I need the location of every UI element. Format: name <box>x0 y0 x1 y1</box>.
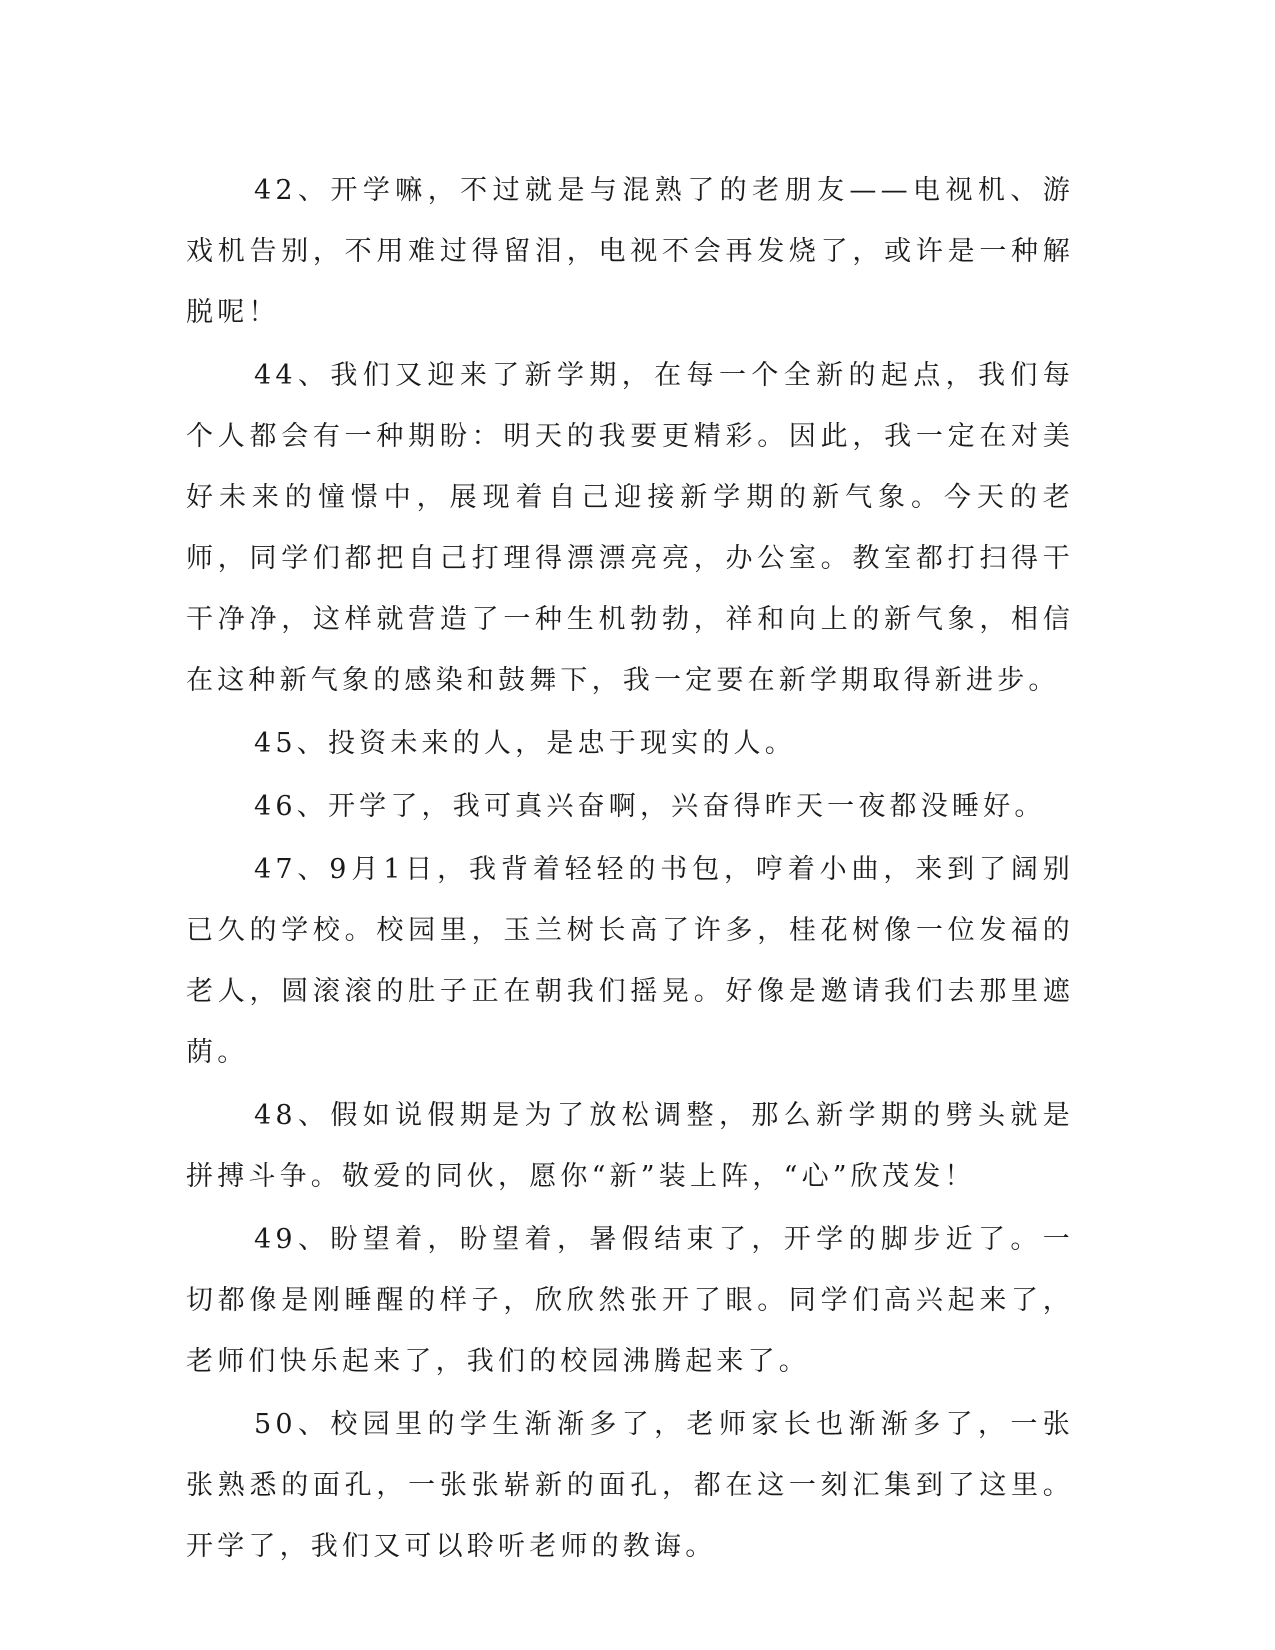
paragraph-42: 42、开学嘛，不过就是与混熟了的老朋友——电视机、游戏机告别，不用难过得留泪，电视不会再发烧了，或许是一种解脱呢！ <box>186 175 1074 328</box>
paragraph-44: 44、我们又迎来了新学期，在每一个全新的起点，我们每个人都会有一种期盼：明天的我要更精彩。因此，我一定在对美好未来的憧憬中，展现着自己迎接新学期的新气象。今天的老师，同学们都把自己打理得漂漂亮亮，办公室。教室都打扫得干干净净，这样就营造了一种生机勃勃，祥和向上的新气象，相信在这种新气象的感染和鼓舞下，我一定要在新学期取得新进步。 <box>186 360 1074 696</box>
paragraph-49: 49、盼望着，盼望着，暑假结束了，开学的脚步近了。一切都像是刚睡醒的样子，欣欣然张开了眼。同学们高兴起来了，老师们快乐起来了，我们的校园沸腾起来了。 <box>186 1224 1074 1377</box>
document-body <box>186 160 1074 1579</box>
paragraph-50: 50、校园里的学生渐渐多了，老师家长也渐渐多了，一张张熟悉的面孔，一张张崭新的面孔，都在这一刻汇集到了这里。开学了，我们又可以聆听老师的教诲。 <box>186 1409 1074 1562</box>
paragraph-47: 47、9月1日，我背着轻轻的书包，哼着小曲，来到了阔别已久的学校。校园里，玉兰树长高了许多，桂花树像一位发福的老人，圆滚滚的肚子正在朝我们摇晃。好像是邀请我们去那里遮荫。 <box>186 854 1074 1068</box>
paragraph-45: 45、投资未来的人，是忠于现实的人。 <box>254 728 796 759</box>
paragraph-48: 48、假如说假期是为了放松调整，那么新学期的劈头就是拼搏斗争。敬爱的同伙，愿你“新”装上阵，“心”欣茂发！ <box>186 1100 1074 1192</box>
paragraph-46: 46、开学了，我可真兴奋啊，兴奋得昨天一夜都没睡好。 <box>254 791 1046 822</box>
